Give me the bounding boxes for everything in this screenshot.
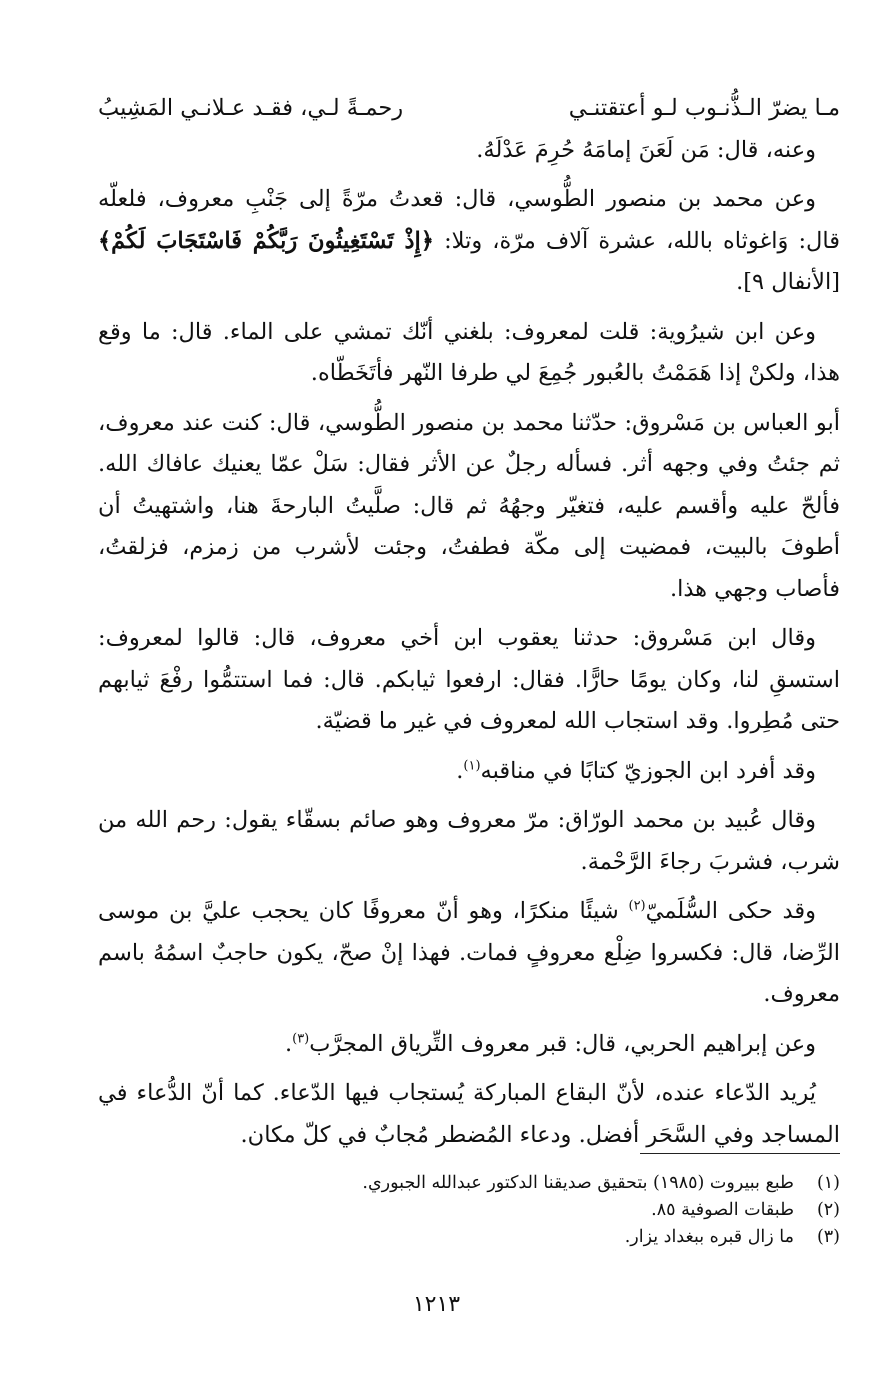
paragraph-text: وعنه، قال: مَن لَعَنَ إمامَهُ حُرِمَ عَدْلَهُ.: [476, 136, 816, 163]
paragraph-water-carrier: [98, 800, 840, 883]
paragraph-ibn-jawzi: [98, 751, 840, 793]
footnote-2: [260, 1197, 840, 1224]
paragraph-text: وعن ابن شيرُوية: قلت لمعروف: بلغني أنّك تمشي على الماء. قال: ما وقع هذا، ولكنْ إذا هَمَمْتُ بالعُبور جُمِعَ لي طرفا النّهر فأتَخَطّاه.: [98, 318, 840, 386]
paragraph-walking-on-water: [98, 312, 840, 395]
paragraph-text: وقال ابن مَسْروق: حدثنا يعقوب ابن أخي معروف، قال: قالوا لمعروف: استسقِ لنا، وكان يومًا حارًّا. فقال: ارفعوا ثيابكم. قال: فما استتمُّوا رفْعَ ثيابهم حتى مُطِروا. وقد استجاب الله لمعروف في غير ما قضيّة.: [98, 625, 840, 734]
paragraph-rain-prayer: [98, 618, 840, 743]
footnote-ref-2[interactable]: (٢): [628, 898, 646, 914]
paragraph-text: يُريد الدّعاء عنده، لأنّ البقاع المباركة يُستجاب فيها الدّعاء. كما أنّ الدُّعاء في المساجد وفي السَّحَر أفضل. ودعاء المُضطر مُجابٌ في كلّ مكان.: [98, 1080, 840, 1148]
paragraph-text: وقال عُبيد بن محمد الورّاق: مرّ معروف وهو صائم بسقّاء يقول: رحم الله من شرب، فشربَ رجاءَ الرَّحْمة.: [98, 807, 840, 875]
footnote-3: [260, 1224, 840, 1251]
paragraph-text: وعن إبراهيم الحربي، قال: قبر معروف التِّرياق المجرَّب: [309, 1030, 816, 1057]
poem-hemistich-left: رحمـةً لـي، فقـد عـلانـي المَشِيبُ: [98, 95, 404, 121]
quran-verse: ﴿إِذْ تَسْتَغِيثُونَ رَبَّكُمْ فَاسْتَجَابَ لَكُمْ﴾: [98, 227, 434, 254]
footnote-text: ما زال قبره ببغداد يزار.: [624, 1227, 794, 1247]
page-number: ١٢١٣: [412, 1292, 461, 1317]
footnote-1: [260, 1170, 840, 1197]
paragraph-text: وقد أفرد ابن الجوزيّ كتابًا في مناقبه: [480, 757, 816, 784]
paragraph-end: .: [284, 1030, 293, 1057]
footnote-number: (٣): [816, 1227, 840, 1247]
paragraph-dua-places: [98, 1073, 840, 1156]
paragraph-text: وعن محمد بن منصور الطُّوسي، قال: قعدتُ مرّةً إلى جَنْبِ معروف، فلعلّه قال: وَاغوثاه بالله، عشرة آلاف مرّة، وتلا:: [98, 186, 840, 254]
paragraph-end: .: [456, 757, 464, 784]
paragraph-text: أبو العباس بن مَسْروق: حدّثنا محمد بن منصور الطُّوسي، قال: كنت عند معروف، ثم جئتُ وفي وجهه أثر. فسأله رجلٌ عن الأثر فقال: سَلْ عمّا يعنيك عافاك الله. فألحّ عليه وأقسم عليه، فتغيّر وجهُهُ ثم قال: صلَّيتُ البارحةَ هنا، واشتهيتُ أن أطوفَ بالبيت، فمضيت إلى مكّة فطفتُ، وجئت لأشرب من زمزم، فزلقتُ، فأصاب وجهي هذا.: [98, 409, 840, 602]
main-text-block: [98, 88, 840, 1164]
footnote-text: طبقات الصوفية ٨٥.: [651, 1200, 794, 1220]
quran-reference: [الأنفال ٩].: [736, 269, 840, 295]
footnotes: [260, 1170, 840, 1251]
poem-hemistich-right: مـا يضرّ الـذُّنـوب لـو أعتقتنـي: [568, 95, 840, 121]
paragraph-text-continued: شيئًا منكرًا، وهو أنّ معروفًا كان يحجب عليَّ بن موسى الرِّضا، قال: فكسروا ضِلْع معروفٍ فمات. فهذا إنْ صحّ، يكون حاجبٌ اسمُهُ باسم معروف.: [98, 898, 840, 1007]
poem-verse: [98, 88, 840, 130]
paragraph-harbi-grave: [98, 1024, 840, 1066]
footnote-text: طبع ببيروت (١٩٨٥) بتحقيق صديقنا الدكتور عبدالله الجبوري.: [362, 1173, 794, 1193]
paragraph-tusi-istighatha: [98, 179, 840, 304]
footnote-separator: [640, 1153, 840, 1154]
paragraph-sulami: [98, 891, 840, 1016]
paragraph-text: وقد حكى السُّلَميّ: [645, 898, 816, 924]
footnote-number: (٢): [816, 1200, 840, 1220]
paragraph-curse-imam: [98, 130, 840, 172]
footnote-ref-1[interactable]: (١): [463, 758, 481, 773]
footnote-number: (١): [816, 1173, 840, 1193]
footnote-ref-3[interactable]: (٣): [292, 1031, 310, 1046]
paragraph-mecca-story: [98, 403, 840, 611]
